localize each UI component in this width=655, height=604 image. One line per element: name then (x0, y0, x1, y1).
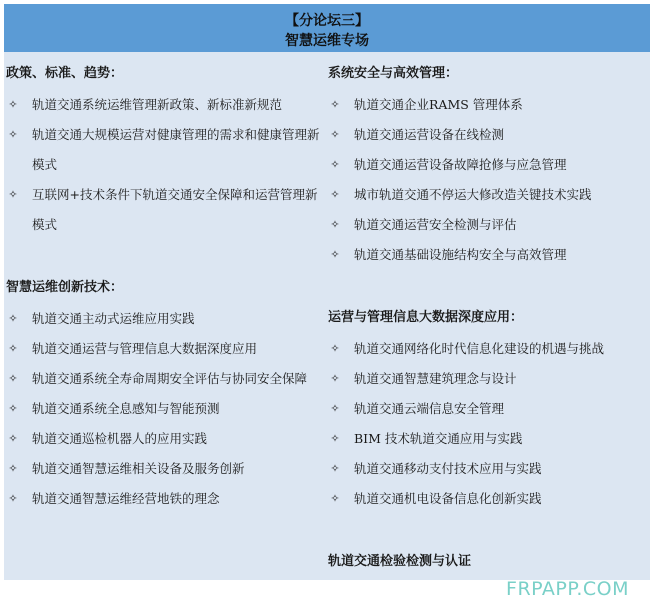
item-text: 轨道交通大规模运营对健康管理的需求和健康管理新模式 (32, 127, 320, 172)
list-item (4, 454, 326, 484)
section-heading: 政策、标准、趋势： (6, 66, 124, 81)
list-item (326, 364, 650, 394)
section-heading-certification: 轨道交通检验检测与认证 (328, 554, 472, 569)
item-text: 轨道交通机电设备信息化创新实践 (354, 491, 542, 506)
item-text: 轨道交通运营设备在线检测 (354, 127, 505, 142)
list-item (4, 334, 326, 364)
watermark: FRPAPP.COM (506, 578, 629, 600)
list-item (326, 424, 650, 454)
bullet-icon: ✧ (8, 128, 18, 141)
item-text: 轨道交通企业RAMS 管理体系 (354, 97, 523, 112)
bullet-icon: ✧ (8, 372, 18, 385)
item-text: BIM 技术轨道交通应用与实践 (354, 431, 523, 446)
bullet-icon: ✧ (8, 188, 18, 201)
item-text: 城市轨道交通不停运大修改造关键技术实践 (354, 187, 592, 202)
item-text: 轨道交通基础设施结构安全与高效管理 (354, 247, 567, 262)
bullet-icon: ✧ (330, 128, 340, 141)
item-text: 轨道交通系统运维管理新政策、新标准新规范 (32, 97, 283, 112)
bullet-icon: ✧ (8, 98, 18, 111)
bullet-icon: ✧ (330, 462, 340, 475)
forum-subtitle: 智慧运维专场 (285, 33, 369, 49)
list-item (326, 334, 650, 364)
bullet-icon: ✧ (8, 492, 18, 505)
section-heading: 智慧运维创新技术： (6, 280, 124, 295)
section-heading: 系统安全与高效管理： (328, 66, 459, 81)
item-text: 轨道交通移动支付技术应用与实践 (354, 461, 542, 476)
item-text: 轨道交通智慧建筑理念与设计 (354, 371, 517, 386)
list-item (4, 90, 326, 120)
bullet-icon: ✧ (330, 432, 340, 445)
list-item (326, 150, 650, 180)
bullet-icon: ✧ (330, 98, 340, 111)
list-item (326, 180, 650, 210)
bullet-icon: ✧ (8, 402, 18, 415)
bullet-icon: ✧ (8, 462, 18, 475)
bullet-icon: ✧ (330, 402, 340, 415)
bullet-icon: ✧ (330, 248, 340, 261)
list-item (4, 180, 326, 240)
bullet-icon: ✧ (330, 492, 340, 505)
bullet-icon: ✧ (330, 372, 340, 385)
item-text: 轨道交通主动式运维应用实践 (32, 311, 195, 326)
list-item (326, 120, 650, 150)
item-text: 轨道交通运营与管理信息大数据深度应用 (32, 341, 258, 356)
item-text: 互联网+技术条件下轨道交通安全保障和运营管理新模式 (32, 187, 318, 232)
item-text: 轨道交通运营安全检测与评估 (354, 217, 517, 232)
content-panel (4, 52, 650, 580)
list-item (326, 454, 650, 484)
item-text: 轨道交通运营设备故障抢修与应急管理 (354, 157, 567, 172)
bullet-icon: ✧ (330, 188, 340, 201)
item-text: 轨道交通系统全寿命周期安全评估与协同安全保障 (32, 371, 308, 386)
bullet-icon: ✧ (8, 432, 18, 445)
section-innovation (4, 278, 326, 514)
section-safety (326, 64, 650, 270)
item-text: 轨道交通智慧运维经营地铁的理念 (32, 491, 220, 506)
list-item (4, 394, 326, 424)
item-text: 轨道交通系统全息感知与智能预测 (32, 401, 220, 416)
list-item (326, 90, 650, 120)
bullet-icon: ✧ (8, 312, 18, 325)
section-heading: 运营与管理信息大数据深度应用： (328, 310, 524, 325)
list-item (4, 484, 326, 514)
item-text: 轨道交通智慧运维相关设备及服务创新 (32, 461, 245, 476)
forum-title: 【分论坛三】 (285, 13, 369, 29)
bullet-icon: ✧ (330, 218, 340, 231)
list-item (4, 304, 326, 334)
list-item (326, 210, 650, 240)
list-item (4, 424, 326, 454)
list-item (4, 364, 326, 394)
section-policy (4, 64, 326, 240)
list-item (326, 484, 650, 514)
list-item (4, 120, 326, 180)
section-bigdata (326, 308, 650, 514)
item-text: 轨道交通云端信息安全管理 (354, 401, 505, 416)
bullet-icon: ✧ (8, 342, 18, 355)
list-item (326, 394, 650, 424)
item-text: 轨道交通巡检机器人的应用实践 (32, 431, 208, 446)
bullet-icon: ✧ (330, 158, 340, 171)
bullet-icon: ✧ (330, 342, 340, 355)
forum-header (4, 4, 650, 52)
item-text: 轨道交通网络化时代信息化建设的机遇与挑战 (354, 341, 605, 356)
list-item (326, 240, 650, 270)
